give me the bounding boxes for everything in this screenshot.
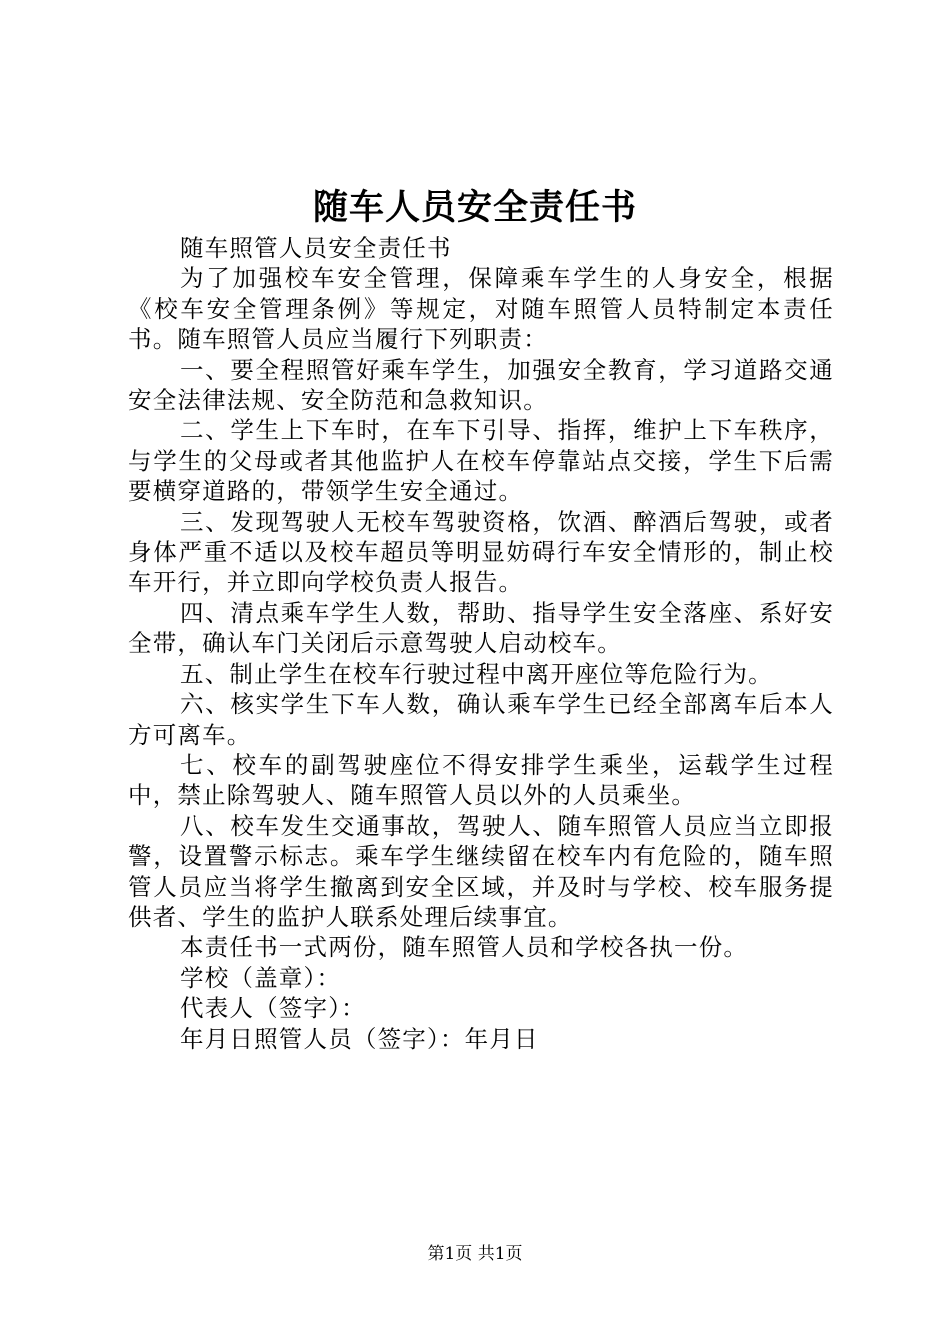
paragraph-subtitle: 随车照管人员安全责任书 [180, 234, 452, 262]
signature-school-seal: 学校（盖章）： [180, 963, 342, 992]
paragraph-duty-3: 三、发现驾驶人无校车驾驶资格，饮酒、醉酒后驾驶，或者身体严重不适以及校车超员等明显妨碍行车安全情形的，制止校车开行，并立即向学校负责人报告。 [128, 507, 834, 597]
paragraph-duty-2: 二、学生上下车时，在车下引导、指挥，维护上下车秩序，与学生的父母或者其他监护人在校车停靠站点交接，学生下后需要横穿道路的，带领学生安全通过。 [128, 416, 834, 506]
paragraph-duty-1: 一、要全程照管好乘车学生，加强安全教育，学习道路交通安全法律法规、安全防范和急救知识。 [128, 355, 834, 415]
document-body [128, 233, 834, 1054]
paragraph-duty-4: 四、清点乘车学生人数，帮助、指导学生安全落座、系好安全带，确认车门关闭后示意驾驶人启动校车。 [128, 598, 834, 658]
paragraph-duty-5: 五、制止学生在校车行驶过程中离开座位等危险行为。 [180, 659, 773, 688]
paragraph-duty-7: 七、校车的副驾驶座位不得安排学生乘坐，运载学生过程中，禁止除驾驶人、随车照管人员以外的人员乘坐。 [128, 750, 834, 810]
signature-date-caretaker: 年月日照管人员（签字）：年月日 [180, 1024, 539, 1053]
paragraph-duty-8: 八、校车发生交通事故，驾驶人、随车照管人员应当立即报警，设置警示标志。乘车学生继续留在校车内有危险的，随车照管人员应当将学生撤离到安全区域，并及时与学校、校车服务提供者、学生的监护人联系处理后续事宜。 [128, 811, 834, 931]
paragraph-copies-note: 本责任书一式两份，随车照管人员和学校各执一份。 [180, 933, 749, 962]
document-title: 随车人员安全责任书 [312, 187, 637, 228]
page-number-footer: 第1页 共1页 [427, 1244, 523, 1264]
signature-representative: 代表人（签字）： [180, 994, 366, 1023]
paragraph-intro: 为了加强校车安全管理，保障乘车学生的人身安全，根据《校车安全管理条例》等规定，对随车照管人员特制定本责任书。随车照管人员应当履行下列职责： [128, 264, 834, 354]
paragraph-duty-6: 六、核实学生下车人数，确认乘车学生已经全部离车后本人方可离车。 [128, 690, 834, 749]
